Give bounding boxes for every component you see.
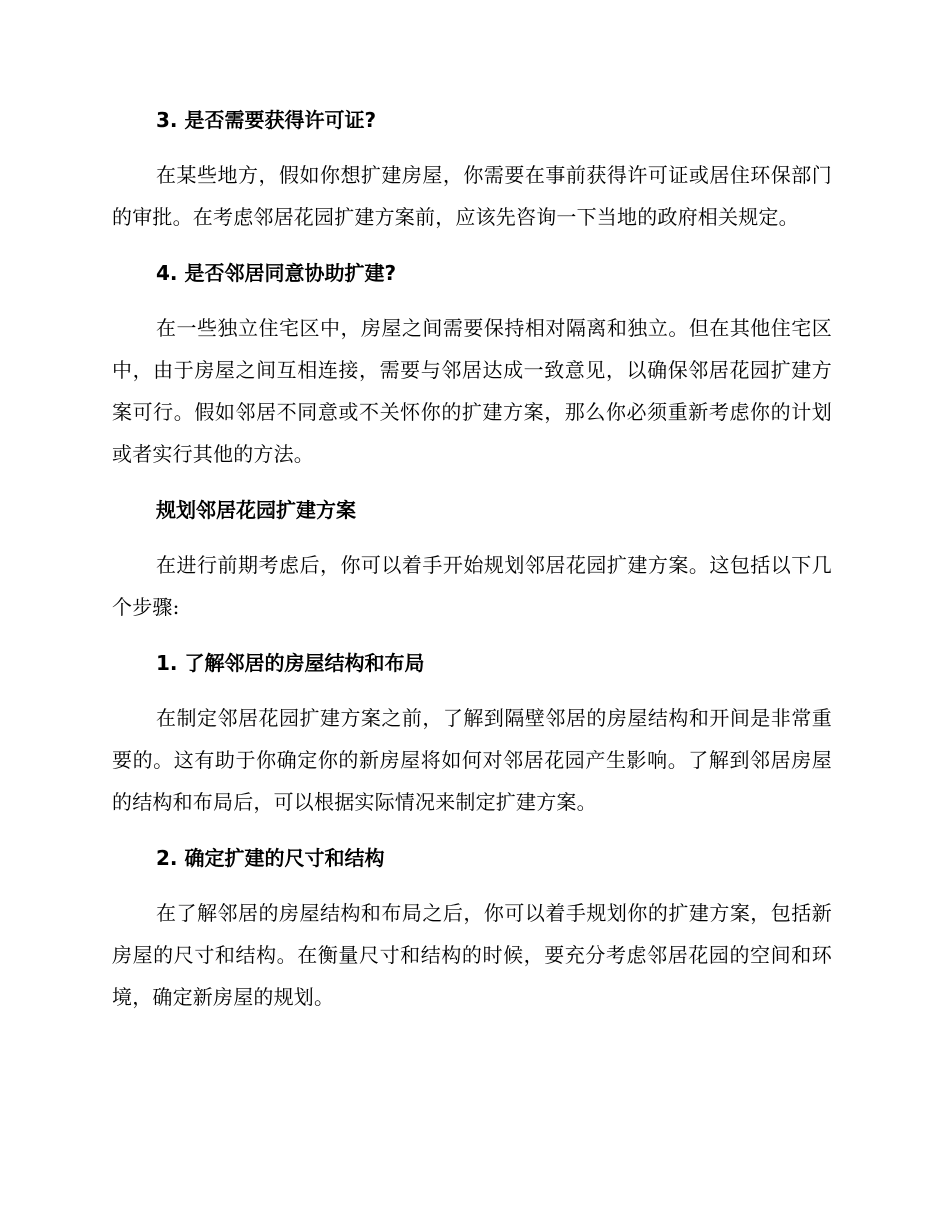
section-paragraph-structure: 在制定邻居花园扩建方案之前，了解到隔壁邻居的房屋结构和开间是非常重要的。这有助于你确定你的新房屋将如何对邻居花园产生影响。了解到邻居房屋的结构和布局后，可以根据实际情况来制定扩建方案。 bbox=[112, 706, 832, 814]
section-paragraph-neighbor-consent: 在一些独立住宅区中，房屋之间需要保持相对隔离和独立。但在其他住宅区中，由于房屋之间互相连接，需要与邻居达成一致意见，以确保邻居花园扩建方案可行。假如邻居不同意或不关怀你的扩建方案，那么你必须重新考虑你的计划或者实行其他的方法。 bbox=[112, 316, 832, 466]
section-heading-planning: 规划邻居花园扩建方案 bbox=[156, 498, 356, 522]
section-heading-permit: 3. 是否需要获得许可证? bbox=[156, 108, 377, 132]
document-page bbox=[112, 108, 832, 1018]
section-heading-size: 2. 确定扩建的尺寸和结构 bbox=[156, 846, 385, 870]
section-paragraph-permit: 在某些地方，假如你想扩建房屋，你需要在事前获得许可证或居住环保部门的审批。在考虑邻居花园扩建方案前，应该先咨询一下当地的政府相关规定。 bbox=[112, 163, 832, 229]
section-paragraph-size: 在了解邻居的房屋结构和布局之后，你可以着手规划你的扩建方案，包括新房屋的尺寸和结构。在衡量尺寸和结构的时候，要充分考虑邻居花园的空间和环境，确定新房屋的规划。 bbox=[112, 901, 832, 1009]
section-heading-neighbor-consent: 4. 是否邻居同意协助扩建? bbox=[156, 261, 397, 285]
section-heading-structure: 1. 了解邻居的房屋结构和布局 bbox=[156, 651, 425, 675]
section-paragraph-planning: 在进行前期考虑后，你可以着手开始规划邻居花园扩建方案。这包括以下几个步骤: bbox=[112, 553, 832, 619]
